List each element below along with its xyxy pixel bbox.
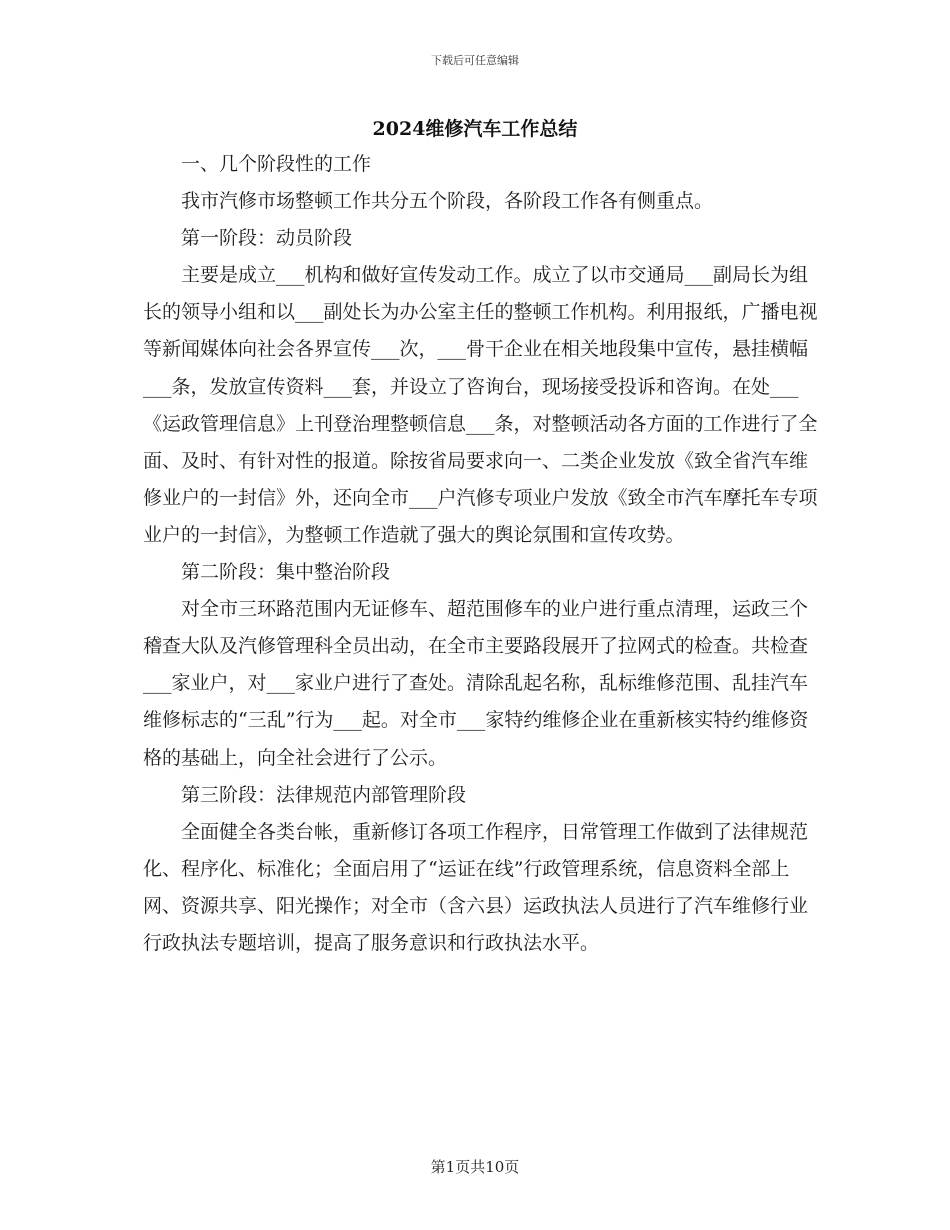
document-body (143, 146, 823, 962)
paragraph: 我市汽修市场整顿工作共分五个阶段，各阶段工作各有侧重点。 (181, 190, 714, 213)
paragraph: 对全市三环路范围内无证修车、超范围修车的业户进行重点清理，运政三个稽查大队及汽修管理科全员出动，在全市主要路段展开了拉网式的检查。共检查___家业户，对___家业户进行了查处。清除乱起名称，乱标维修范围、乱挂汽车维修标志的“三乱”行为___起。对全市___家特约维修企业在重新核实特约维修资格的基础上，向全社会进行了公示。 (143, 598, 809, 769)
paragraph: 全面健全各类台帐，重新修订各项工作程序，日常管理工作做到了法律规范化、程序化、标准化；全面启用了“运证在线”行政管理系统，信息资料全部上网、资源共享、阳光操作；对全市（含六县）运政执法人员进行了汽车维修行业行政执法专题培训，提高了服务意识和行政执法水平。 (143, 820, 809, 954)
paragraph: 主要是成立___机构和做好宣传发动工作。成立了以市交通局___副局长为组长的领导小组和以___副处长为办公室主任的整顿工作机构。利用报纸，广播电视等新闻媒体向社会各界宣传___次，___骨干企业在相关地段集中宣传，悬挂横幅___条，发放宣传资料___套，并设立了咨询台，现场接受投诉和咨询。在处___《运政管理信息》上刊登治理整顿信息___条，对整顿活动各方面的工作进行了全面、及时、有针对性的报道。除按省局要求向一、二类企业发放《致全省汽车维修业户的一封信》外，还向全市___户汽修专项业户发放《致全市汽车摩托车专项业户的一封信》，为整顿工作造就了强大的舆论氛围和宣传攻势。 (143, 264, 818, 546)
stage-heading: 第二阶段：集中整治阶段 (181, 561, 391, 584)
page-footer: 第1页共10页 (430, 1158, 520, 1176)
section-heading: 一、几个阶段性的工作 (181, 153, 372, 175)
page-header: 下载后可任意编辑 (431, 54, 519, 67)
document-title: 2024维修汽车工作总结 (372, 118, 578, 140)
stage-heading: 第三阶段：法律规范内部管理阶段 (181, 783, 467, 806)
stage-heading: 第一阶段：动员阶段 (181, 227, 353, 250)
